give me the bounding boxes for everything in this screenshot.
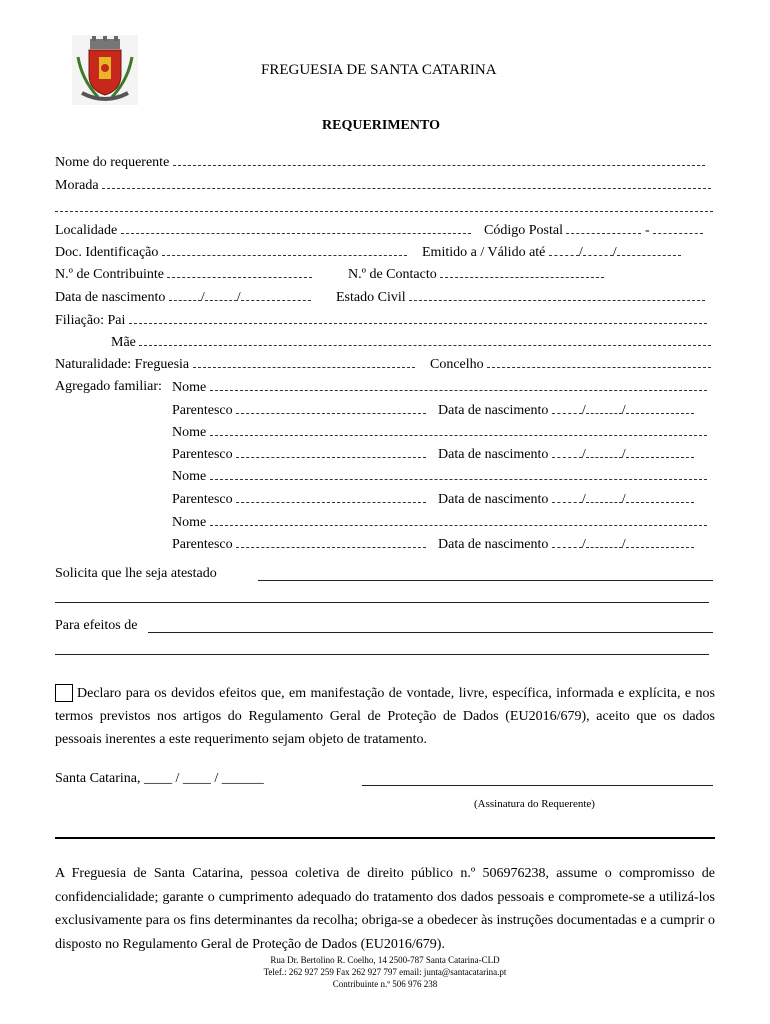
signature-line[interactable] <box>362 785 713 786</box>
agregado-nome-field[interactable] <box>172 468 707 485</box>
parentesco-label: Parentesco <box>172 492 233 507</box>
data-nascimento-label: Data de nascimento <box>438 492 549 507</box>
agregado-data-nascimento-field[interactable]: Data de nascimento / / <box>438 446 694 463</box>
estado-civil-label: Estado Civil <box>336 290 406 305</box>
contribuinte-field[interactable] <box>55 266 312 283</box>
agregado-nome-field[interactable] <box>172 424 707 441</box>
codigo-postal-field[interactable]: Código Postal - <box>484 222 703 239</box>
solicita-input-line[interactable] <box>258 580 713 581</box>
data-nascimento-label: Data de nascimento <box>55 290 166 305</box>
agregado-data-nascimento-field[interactable]: Data de nascimento / / <box>438 536 694 553</box>
morada-continuation-field[interactable] <box>55 200 713 217</box>
agregado-parentesco-field[interactable] <box>172 491 426 508</box>
signature-caption: (Assinatura do Requerente) <box>474 798 595 810</box>
nome-label: Nome <box>172 380 207 395</box>
agregado-parentesco-field[interactable] <box>172 402 426 419</box>
emitido-valido-label: Emitido a / Válido até <box>422 245 546 260</box>
solicita-input-line-2[interactable] <box>55 602 709 603</box>
agregado-parentesco-field[interactable] <box>172 536 426 553</box>
agregado-nome-field[interactable] <box>172 514 707 531</box>
doc-title: REQUERIMENTO <box>322 118 440 133</box>
nome-label: Nome <box>172 515 207 530</box>
filiacao-pai-field[interactable] <box>55 312 707 329</box>
org-name: FREGUESIA DE SANTA CATARINA <box>261 62 497 78</box>
mae-label: Mãe <box>111 335 136 350</box>
footer-address: Rua Dr. Bertolino R. Coelho, 14 2500-787 Santa Catarina-CLD <box>270 955 500 965</box>
solicita-label: Solicita que lhe seja atestado <box>55 566 217 581</box>
efeitos-input-line-2[interactable] <box>55 654 709 655</box>
concelho-label: Concelho <box>430 357 484 372</box>
naturalidade-label: Naturalidade: Freguesia <box>55 357 190 372</box>
footer-nif: Contribuinte n.º 506 976 238 <box>332 979 438 989</box>
nome-requerente-label: Nome do requerente <box>55 155 170 170</box>
data-nascimento-label: Data de nascimento <box>438 403 549 418</box>
agregado-data-nascimento-field[interactable]: Data de nascimento / / <box>438 402 694 419</box>
parentesco-label: Parentesco <box>172 537 233 552</box>
doc-identificacao-field[interactable] <box>55 244 407 261</box>
emitido-valido-field[interactable]: Emitido a / Válido até / / <box>422 244 681 261</box>
agregado-data-nascimento-field[interactable]: Data de nascimento / / <box>438 491 694 508</box>
estado-civil-field[interactable] <box>336 289 705 306</box>
parentesco-label: Parentesco <box>172 403 233 418</box>
agregado-familiar-label: Agregado familiar: <box>55 379 162 394</box>
filiacao-pai-label: Filiação: Pai <box>55 313 126 328</box>
coat-of-arms-icon <box>72 35 138 105</box>
concelho-field[interactable] <box>430 356 711 373</box>
mae-field[interactable] <box>111 334 711 351</box>
contribuinte-label: N.º de Contribuinte <box>55 267 164 282</box>
contacto-field[interactable] <box>348 266 604 283</box>
parentesco-label: Parentesco <box>172 447 233 462</box>
footer-contacts: Telef.: 262 927 259 Fax 262 927 797 email: junta@santacatarina.pt <box>263 967 507 977</box>
agregado-parentesco-field[interactable] <box>172 446 426 463</box>
agregado-nome-field[interactable] <box>172 379 707 396</box>
morada-field[interactable] <box>55 177 711 194</box>
naturalidade-field[interactable] <box>55 356 415 373</box>
data-nascimento-label: Data de nascimento <box>438 447 549 462</box>
data-nascimento-field[interactable]: Data de nascimento / / <box>55 289 311 306</box>
nome-requerente-field[interactable] <box>55 154 705 171</box>
place-date-field[interactable]: Santa Catarina, ____ / ____ / ______ <box>55 771 264 786</box>
nome-label: Nome <box>172 469 207 484</box>
data-nascimento-label: Data de nascimento <box>438 537 549 552</box>
morada-label: Morada <box>55 178 99 193</box>
section-divider <box>55 837 715 839</box>
doc-identificacao-label: Doc. Identificação <box>55 245 159 260</box>
localidade-label: Localidade <box>55 223 118 238</box>
privacy-notice: A Freguesia de Santa Catarina, pessoa coletiva de direito público n.º 506976238, assume o compromisso de confidencialidade; garante o cumprimento adequado do tratamento dos dados pessoais e compromete-se a utilizá-los exclusivamente para os fins determinantes da recolha; obriga-se a obedecer às instruções documentadas e a cumprir o disposto no Regulamento Geral de Proteção de Dados (EU2016/679). <box>55 866 715 952</box>
efeitos-label: Para efeitos de <box>55 618 138 633</box>
consent-text: Declaro para os devidos efeitos que, em manifestação de vontade, livre, específica, informada e explícita, e nos termos previstos nos artigos do Regulamento Geral de Proteção de Dados (EU2016/679), aceito que os dados pessoais inerentes a este requerimento sejam objeto de tratamento. <box>55 686 715 747</box>
contacto-label: N.º de Contacto <box>348 267 437 282</box>
codigo-postal-label: Código Postal <box>484 223 563 238</box>
localidade-field[interactable] <box>55 222 471 239</box>
nome-label: Nome <box>172 425 207 440</box>
efeitos-input-line[interactable] <box>148 632 713 633</box>
